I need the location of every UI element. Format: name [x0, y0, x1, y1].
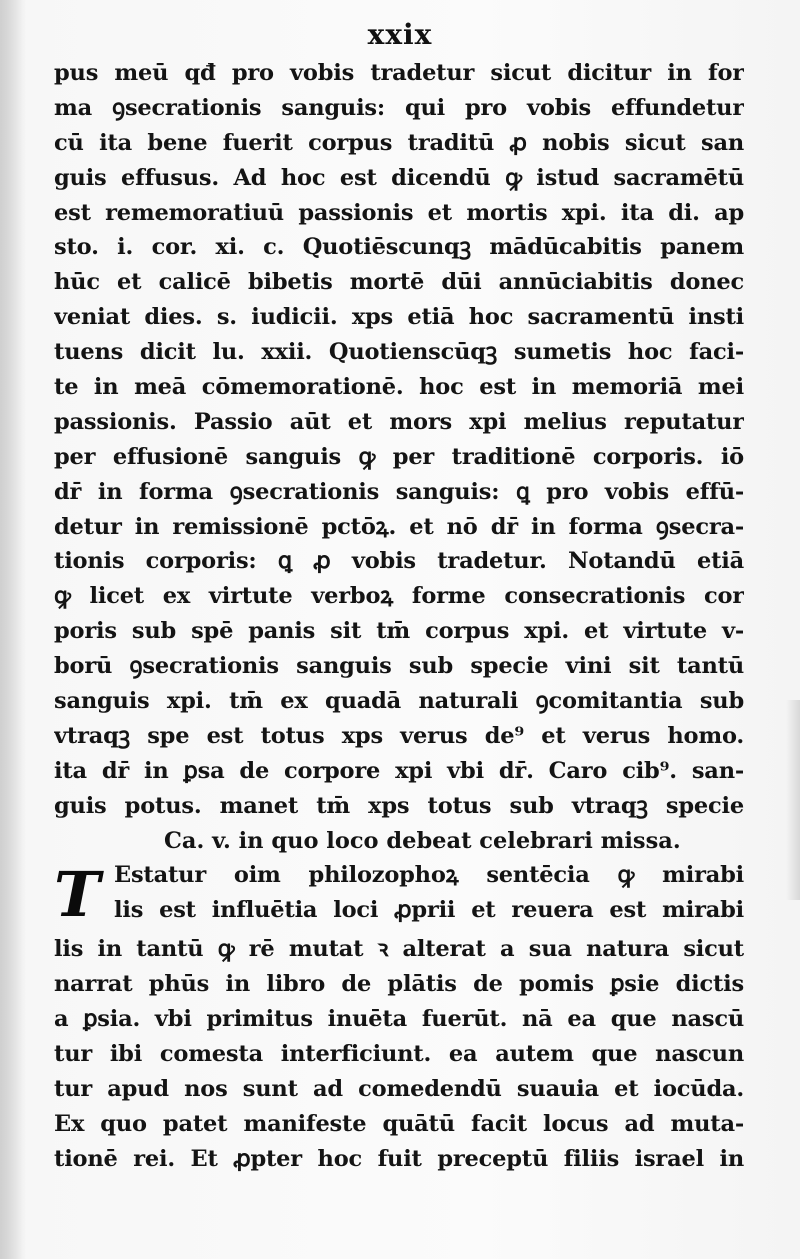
text-line: detur in remissionē pctōꝝ. et nō dr̄ in forma ꝯsecra- [54, 513, 744, 540]
text-line: lis est influētia loci ꝓprii et reuera est mirabi [114, 897, 744, 924]
text-line: tur ibi comesta interficiunt. ea autem que nascun [54, 1041, 744, 1068]
text-line: tuens dicit lu. xxii. Quotienscūqꝫ sumetis hoc faci- [54, 339, 744, 366]
text-line: Estatur oim philozophoꝝ sentēcia ꝙ mirabi [114, 862, 744, 889]
text-line: Ex quo patet manifeste quātū facit locus ad muta- [54, 1110, 744, 1137]
text-line: hūc et calicē bibetis mortē dūi annūciabitis donec [54, 269, 744, 296]
text-line: cū ita bene fuerit corpus traditū ꝓ nobis sicut san [54, 129, 744, 156]
drop-cap-lines [114, 858, 744, 932]
text-line: guis effusus. Ad hoc est dicendū ꝙ istud sacramētū [54, 164, 744, 191]
page-number: xxix [367, 18, 433, 51]
text-line: vtraqꝫ spe est totus xps verus de⁹ et verus homo. [54, 722, 744, 749]
text-line: poris sub spē panis sit tm̄ corpus xpi. et virtute v- [54, 618, 744, 645]
binding-shadow [0, 0, 26, 1259]
text-line: te in meā cōmemorationē. hoc est in memoriā mei [54, 374, 744, 401]
text-line: pus meū qđ pro vobis tradetur sicut dicitur in for [54, 60, 744, 86]
text-line: tionis corporis: ꝗ ꝓ vobis tradetur. Notandū etiā [54, 548, 744, 575]
chapter-heading: Ca. v. in quo loco debeat celebrari missa. [164, 827, 681, 854]
text-line: sto. i. cor. xi. c. Quotiēscunqꝫ mādūcabitis panem [54, 234, 744, 261]
text-line: passionis. Passio aūt et mors xpi melius reputatur [54, 408, 744, 435]
text-line: ma ꝯsecrationis sanguis: qui pro vobis effundetur [54, 94, 744, 121]
body-text [54, 56, 744, 1177]
text-line: dr̄ in forma ꝯsecrationis sanguis: ꝗ pro vobis effū- [54, 478, 744, 505]
text-line: a ꝑsia. vbi primitus inuēta fuerūt. nā ea que nascū [54, 1006, 744, 1033]
text-line: ita dr̄ in ꝑsa de corpore xpi vbi dr̄. Caro cib⁹. san- [54, 757, 744, 784]
text-line: veniat dies. s. iudicii. xps etiā hoc sacramentū insti [54, 304, 744, 331]
text-line: lis in tantū ꝙ rē mutat ꝛ alterat a sua natura sicut [54, 936, 744, 963]
page-edge-stain [786, 700, 800, 900]
drop-cap-initial: T [54, 858, 101, 932]
text-line: sanguis xpi. tm̄ ex quadā naturali ꝯcomitantia sub [54, 688, 744, 715]
initial-paragraph [54, 858, 744, 932]
text-line: narrat phūs in libro de plātis de pomis ꝑsie dictis [54, 971, 744, 998]
text-line: tionē rei. Et ꝓpter hoc fuit preceptū filiis israel in [54, 1145, 744, 1172]
text-line: ꝙ licet ex virtute verboꝝ forme consecrationis cor [54, 583, 744, 610]
text-line: est rememoratiuū passionis et mortis xpi. ita di. ap [54, 199, 744, 226]
text-line: borū ꝯsecrationis sanguis sub specie vini sit tantū [54, 653, 744, 680]
text-line: guis potus. manet tm̄ xps totus sub vtraqꝫ specie [54, 792, 744, 819]
text-line: per effusionē sanguis ꝙ per traditionē corporis. iō [54, 443, 744, 470]
text-line: tur apud nos sunt ad comedendū suauia et iocūda. [54, 1076, 744, 1103]
